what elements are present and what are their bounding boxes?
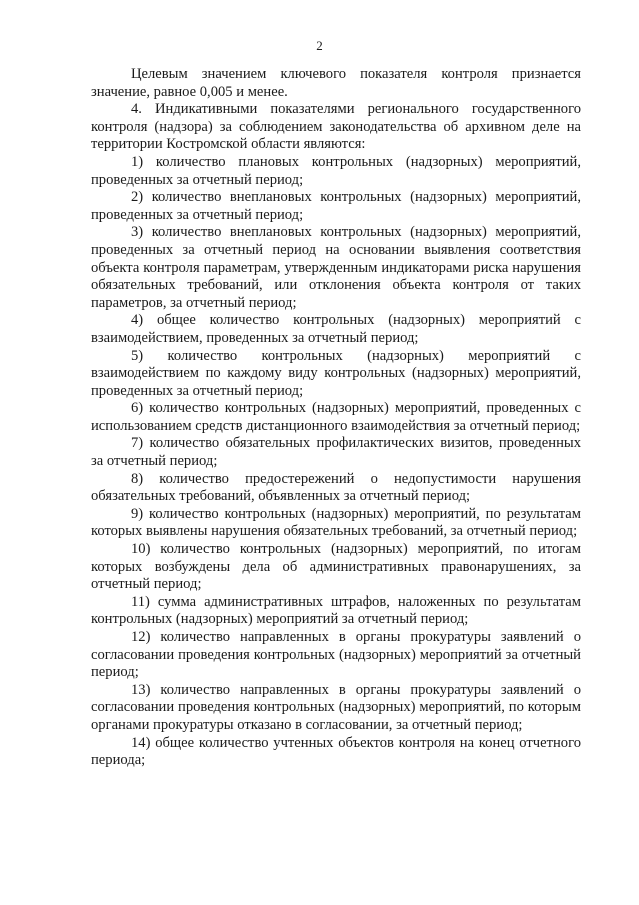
page-number: 2 [316,38,323,53]
list-item-4: 4) общее количество контрольных (надзорных) мероприятий с взаимодействием, проведенных за отчетный период; [91,312,581,346]
list-item-5: 5) количество контрольных (надзорных) мероприятий с взаимодействием по каждому виду контрольных (надзорных) мероприятий, проведенных за отчетный период; [91,347,581,399]
list-item-14: 14) общее количество учтенных объектов контроля на конец отчетного периода; [91,734,581,769]
list-item-12: 12) количество направленных в органы прокуратуры заявлений о согласовании проведения контрольных (надзорных) мероприятий за отчетный период; [91,629,581,681]
list-item-11: 11) сумма административных штрафов, наложенных по результатам контрольных (надзорных) мероприятий за отчетный период; [91,593,581,628]
list-item-1: 1) количество плановых контрольных (надзорных) мероприятий, проведенных за отчетный период; [91,153,581,188]
list-item-7: 7) количество обязательных профилактических визитов, проведенных за отчетный период; [91,435,581,470]
list-item-8: 8) количество предостережений о недопустимости нарушения обязательных требований, объявленных за отчетный период; [91,470,581,505]
list-item-2: 2) количество внеплановых контрольных (надзорных) мероприятий, проведенных за отчетный период; [91,189,581,223]
list-item-3: 3) количество внеплановых контрольных (надзорных) мероприятий, проведенных за отчетный период на основании выявления соответствия объекта контроля параметрам, утвержденным индикаторами риска нарушения обязательных требований, или отклонения объекта контроля от таких параметров, за отчетный период; [91,224,581,311]
list-item-10: 10) количество контрольных (надзорных) мероприятий, по итогам которых возбуждены дела об административных правонарушениях, за отчетный период; [91,541,581,593]
paragraph-indicators-intro: 4. Индикативными показателями регионального государственного контроля (надзора) за соблюдением законодательства об архивном деле на территории Костромской области являются: [91,101,581,153]
list-item-9: 9) количество контрольных (надзорных) мероприятий, по результатам которых выявлены нарушения обязательных требований, за отчетный период; [91,505,581,540]
document-body [91,66,581,770]
paragraph-target-value: Целевым значением ключевого показателя контроля признается значение, равное 0,005 и менее. [91,66,581,100]
list-item-13: 13) количество направленных в органы прокуратуры заявлений о согласовании проведения контрольных (надзорных) мероприятий, по которым органами прокуратуры отказано в согласовании, за отчетный период; [91,681,581,733]
list-item-6: 6) количество контрольных (надзорных) мероприятий, проведенных с использованием средств дистанционного взаимодействия за отчетный период; [91,400,581,434]
